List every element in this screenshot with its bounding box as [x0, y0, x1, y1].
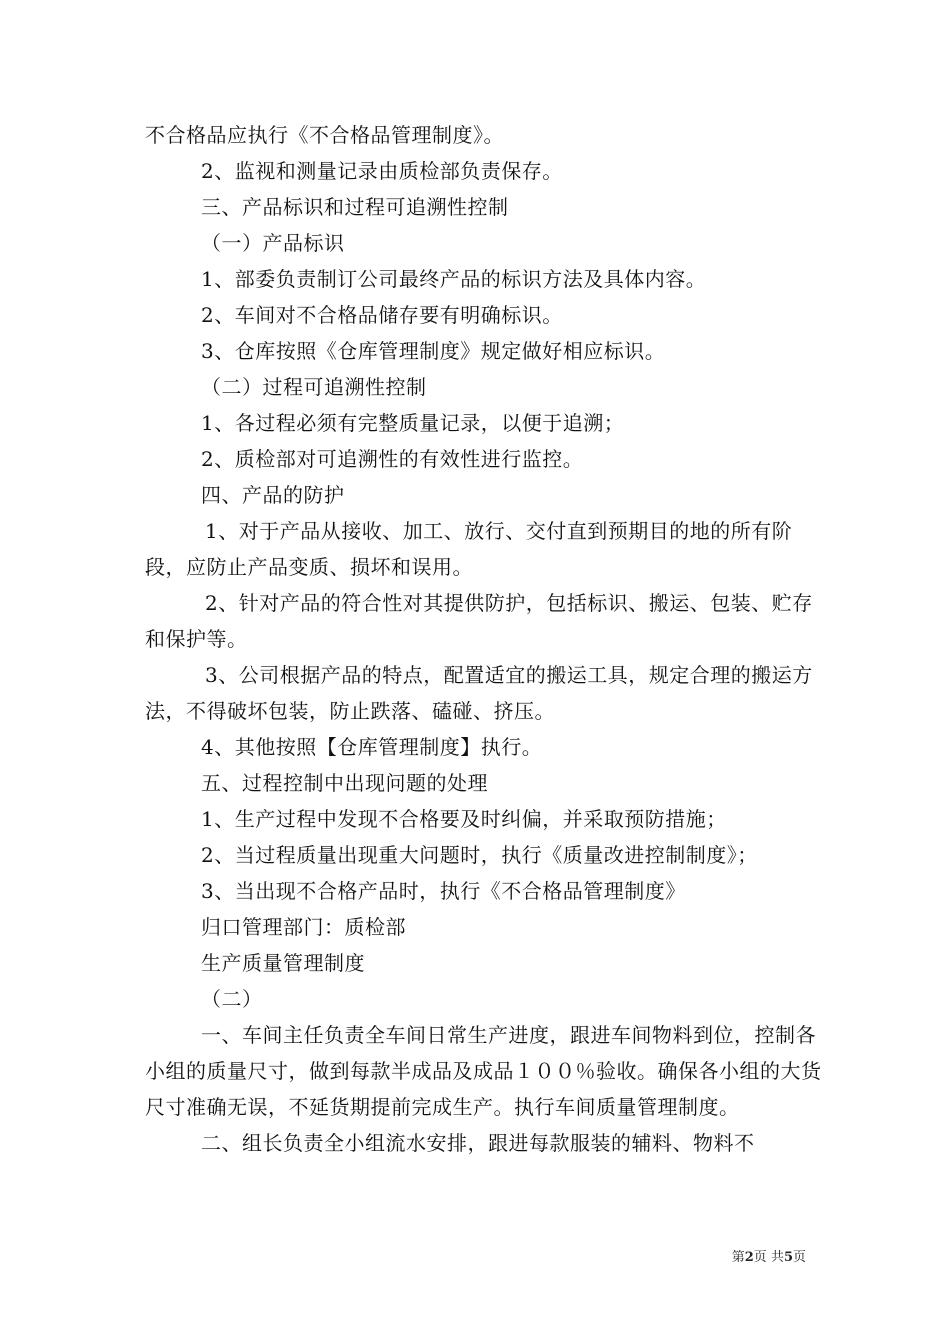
- paragraph: 2、监视和测量记录由质检部负责保存。: [201, 159, 563, 183]
- subsection-heading: （一）产品标识: [201, 231, 345, 255]
- paragraph: 3、当出现不合格产品时，执行《不合格品管理制度》: [201, 879, 686, 903]
- paragraph: 2、质检部对可追溯性的有效性进行监控。: [201, 447, 584, 471]
- subsection-heading: （二）过程可追溯性控制: [201, 375, 427, 399]
- paragraph: 1、各过程必须有完整质量记录，以便于追溯；: [201, 411, 625, 435]
- footer-current-page: 2: [744, 1250, 754, 1265]
- footer-prefix: 第: [731, 1250, 745, 1265]
- paragraph: 二、组长负责全小组流水安排，跟进每款服装的辅料、物料不: [201, 1131, 755, 1155]
- paragraph: 一、车间主任负责全车间日常生产进度，跟进车间物料到位，控制各小组的质量尺寸，做到每款半成品及成品１００％验收。确保各小组的大货尺寸准确无误，不延货期提前完成生产。执行车间质量管理制度。: [145, 1023, 822, 1119]
- section-heading: 三、产品标识和过程可追溯性控制: [201, 195, 509, 219]
- paragraph: 4、其他按照【仓库管理制度】执行。: [201, 735, 543, 759]
- paragraph: 1、部委负责制订公司最终产品的标识方法及具体内容。: [201, 267, 707, 291]
- paragraph: 1、生产过程中发现不合格要及时纠偏，并采取预防措施；: [201, 807, 727, 831]
- paragraph: 2、当过程质量出现重大问题时，执行《质量改进控制制度》；: [201, 843, 758, 867]
- footer-suffix: 页: [792, 1250, 806, 1265]
- paragraph: 2、车间对不合格品储存要有明确标识。: [201, 303, 563, 327]
- page-number-footer: [0, 1246, 806, 1265]
- footer-total-pages: 5: [783, 1250, 793, 1265]
- paragraph: 归口管理部门：质检部: [201, 915, 406, 939]
- footer-middle: 页 共: [753, 1250, 784, 1265]
- section-heading: 五、过程控制中出现问题的处理: [201, 771, 488, 795]
- document-subtitle: 生产质量管理制度: [201, 951, 365, 975]
- paragraph: 不合格品应执行《不合格品管理制度》。: [145, 123, 504, 147]
- section-heading: 四、产品的防护: [201, 483, 345, 507]
- paragraph: 2、针对产品的符合性对其提供防护，包括标识、搬运、包装、贮存和保护等。: [145, 591, 813, 651]
- paragraph: 3、公司根据产品的特点，配置适宜的搬运工具，规定合理的搬运方法，不得破坏包装，防止跌落、磕碰、挤压。: [145, 663, 813, 723]
- paragraph: 3、仓库按照《仓库管理制度》规定做好相应标识。: [201, 339, 666, 363]
- subsection-heading: （二）: [201, 987, 263, 1011]
- document-body: [145, 117, 825, 1161]
- paragraph: 1、对于产品从接收、加工、放行、交付直到预期目的地的所有阶段，应防止产品变质、损坏和误用。: [145, 519, 793, 579]
